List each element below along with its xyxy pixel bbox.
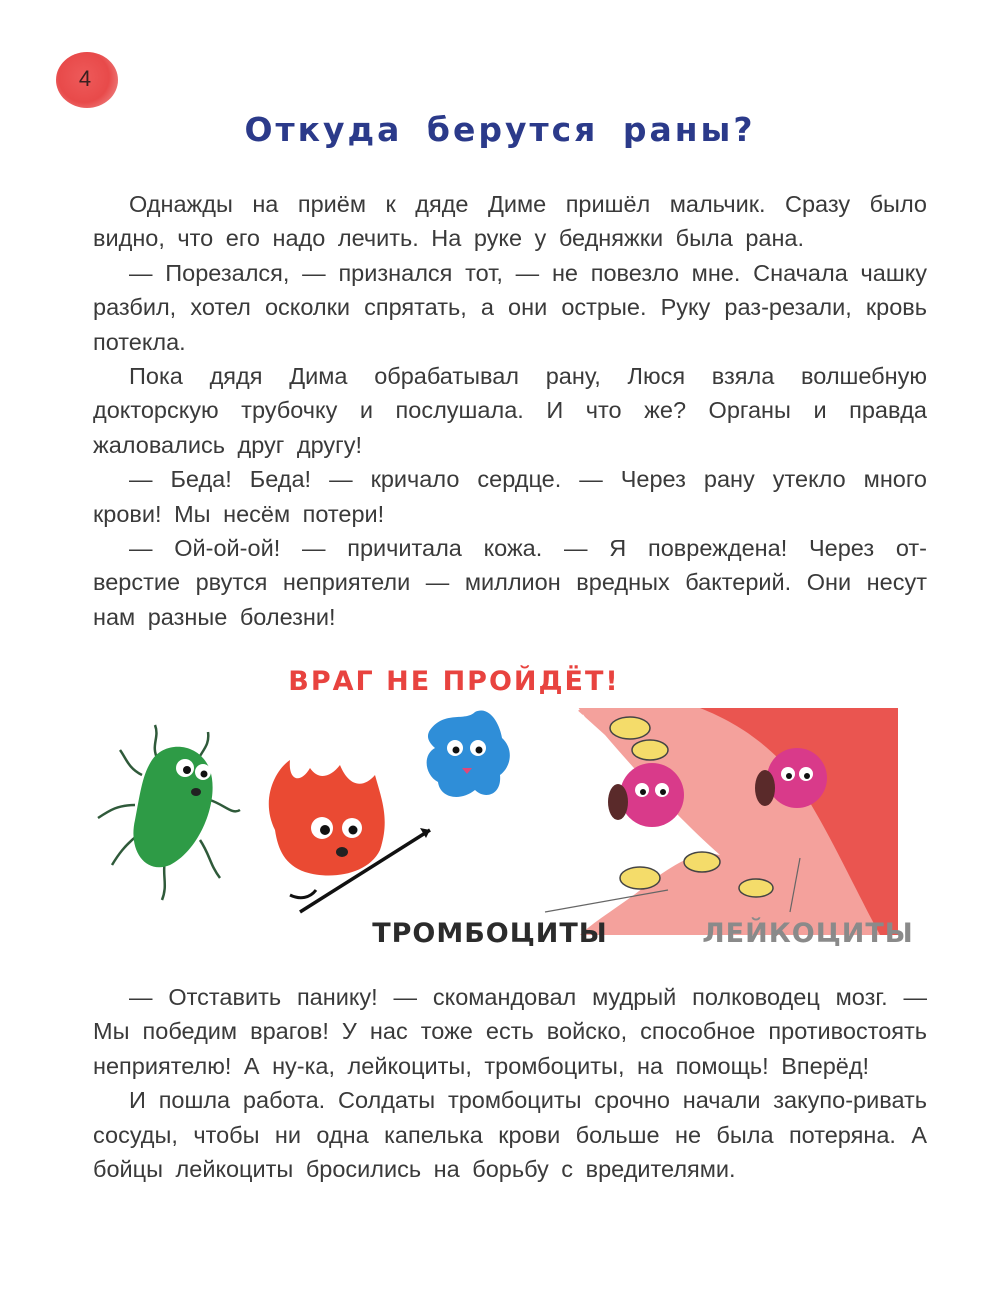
paragraph: Пока дядя Дима обрабатывал рану, Люся взяла волшебную докторскую трубочку и послушала. И что же? Органы и правда жаловались друг другу! — [93, 363, 927, 458]
label-thrombocytes: ТРОМБОЦИТЫ — [372, 918, 608, 949]
blue-bacterium — [427, 711, 510, 797]
illustration-heading: ВРАГ НЕ ПРОЙДЁТ! — [288, 666, 620, 697]
paragraph: — Отставить панику! — скомандовал мудрый полководец мозг. — Мы победим врагов! У нас тоже есть войско, способное противостоять неприятелю! А ну-ка, лейкоциты, тромбоциты, на помощь! Вперёд! — [93, 984, 927, 1079]
blood-vessel — [575, 708, 898, 935]
illustration — [90, 650, 920, 960]
paragraph: — Порезался, — признался тот, — не повезло мне. Сначала чашку разбил, хотел осколки спрятать, а они острые. Руку раз-резали, кровь потекла. — [93, 259, 927, 355]
green-bacterium — [98, 725, 240, 900]
paragraph: — Беда! Беда! — кричало сердце. — Через рану утекло много крови! Мы несём потери! — [93, 466, 927, 527]
red-flame-bacterium — [269, 760, 430, 912]
text-block-top — [93, 187, 927, 634]
text-block-bottom — [93, 980, 927, 1186]
paragraph: — Ой-ой-ой! — причитала кожа. — Я повреждена! Через от-верстие рвутся неприятели — миллион вредных бактерий. Они несут нам разные болезни! — [93, 535, 927, 630]
label-leukocytes: ЛЕЙКОЦИТЫ — [702, 918, 914, 949]
page-title: Откуда берутся раны? — [244, 110, 756, 149]
paragraph: И пошла работа. Солдаты тромбоциты срочно начали закупо-ривать сосуды, чтобы ни одна капелька крови больше не была потеряна. А бойцы лейкоциты бросились на борьбу с вредителями. — [93, 1087, 927, 1183]
paragraph: Однажды на приём к дяде Диме пришёл мальчик. Сразу было видно, что его надо лечить. На руке у бедняжки была рана. — [93, 191, 927, 252]
page-number: 4 — [78, 66, 92, 91]
